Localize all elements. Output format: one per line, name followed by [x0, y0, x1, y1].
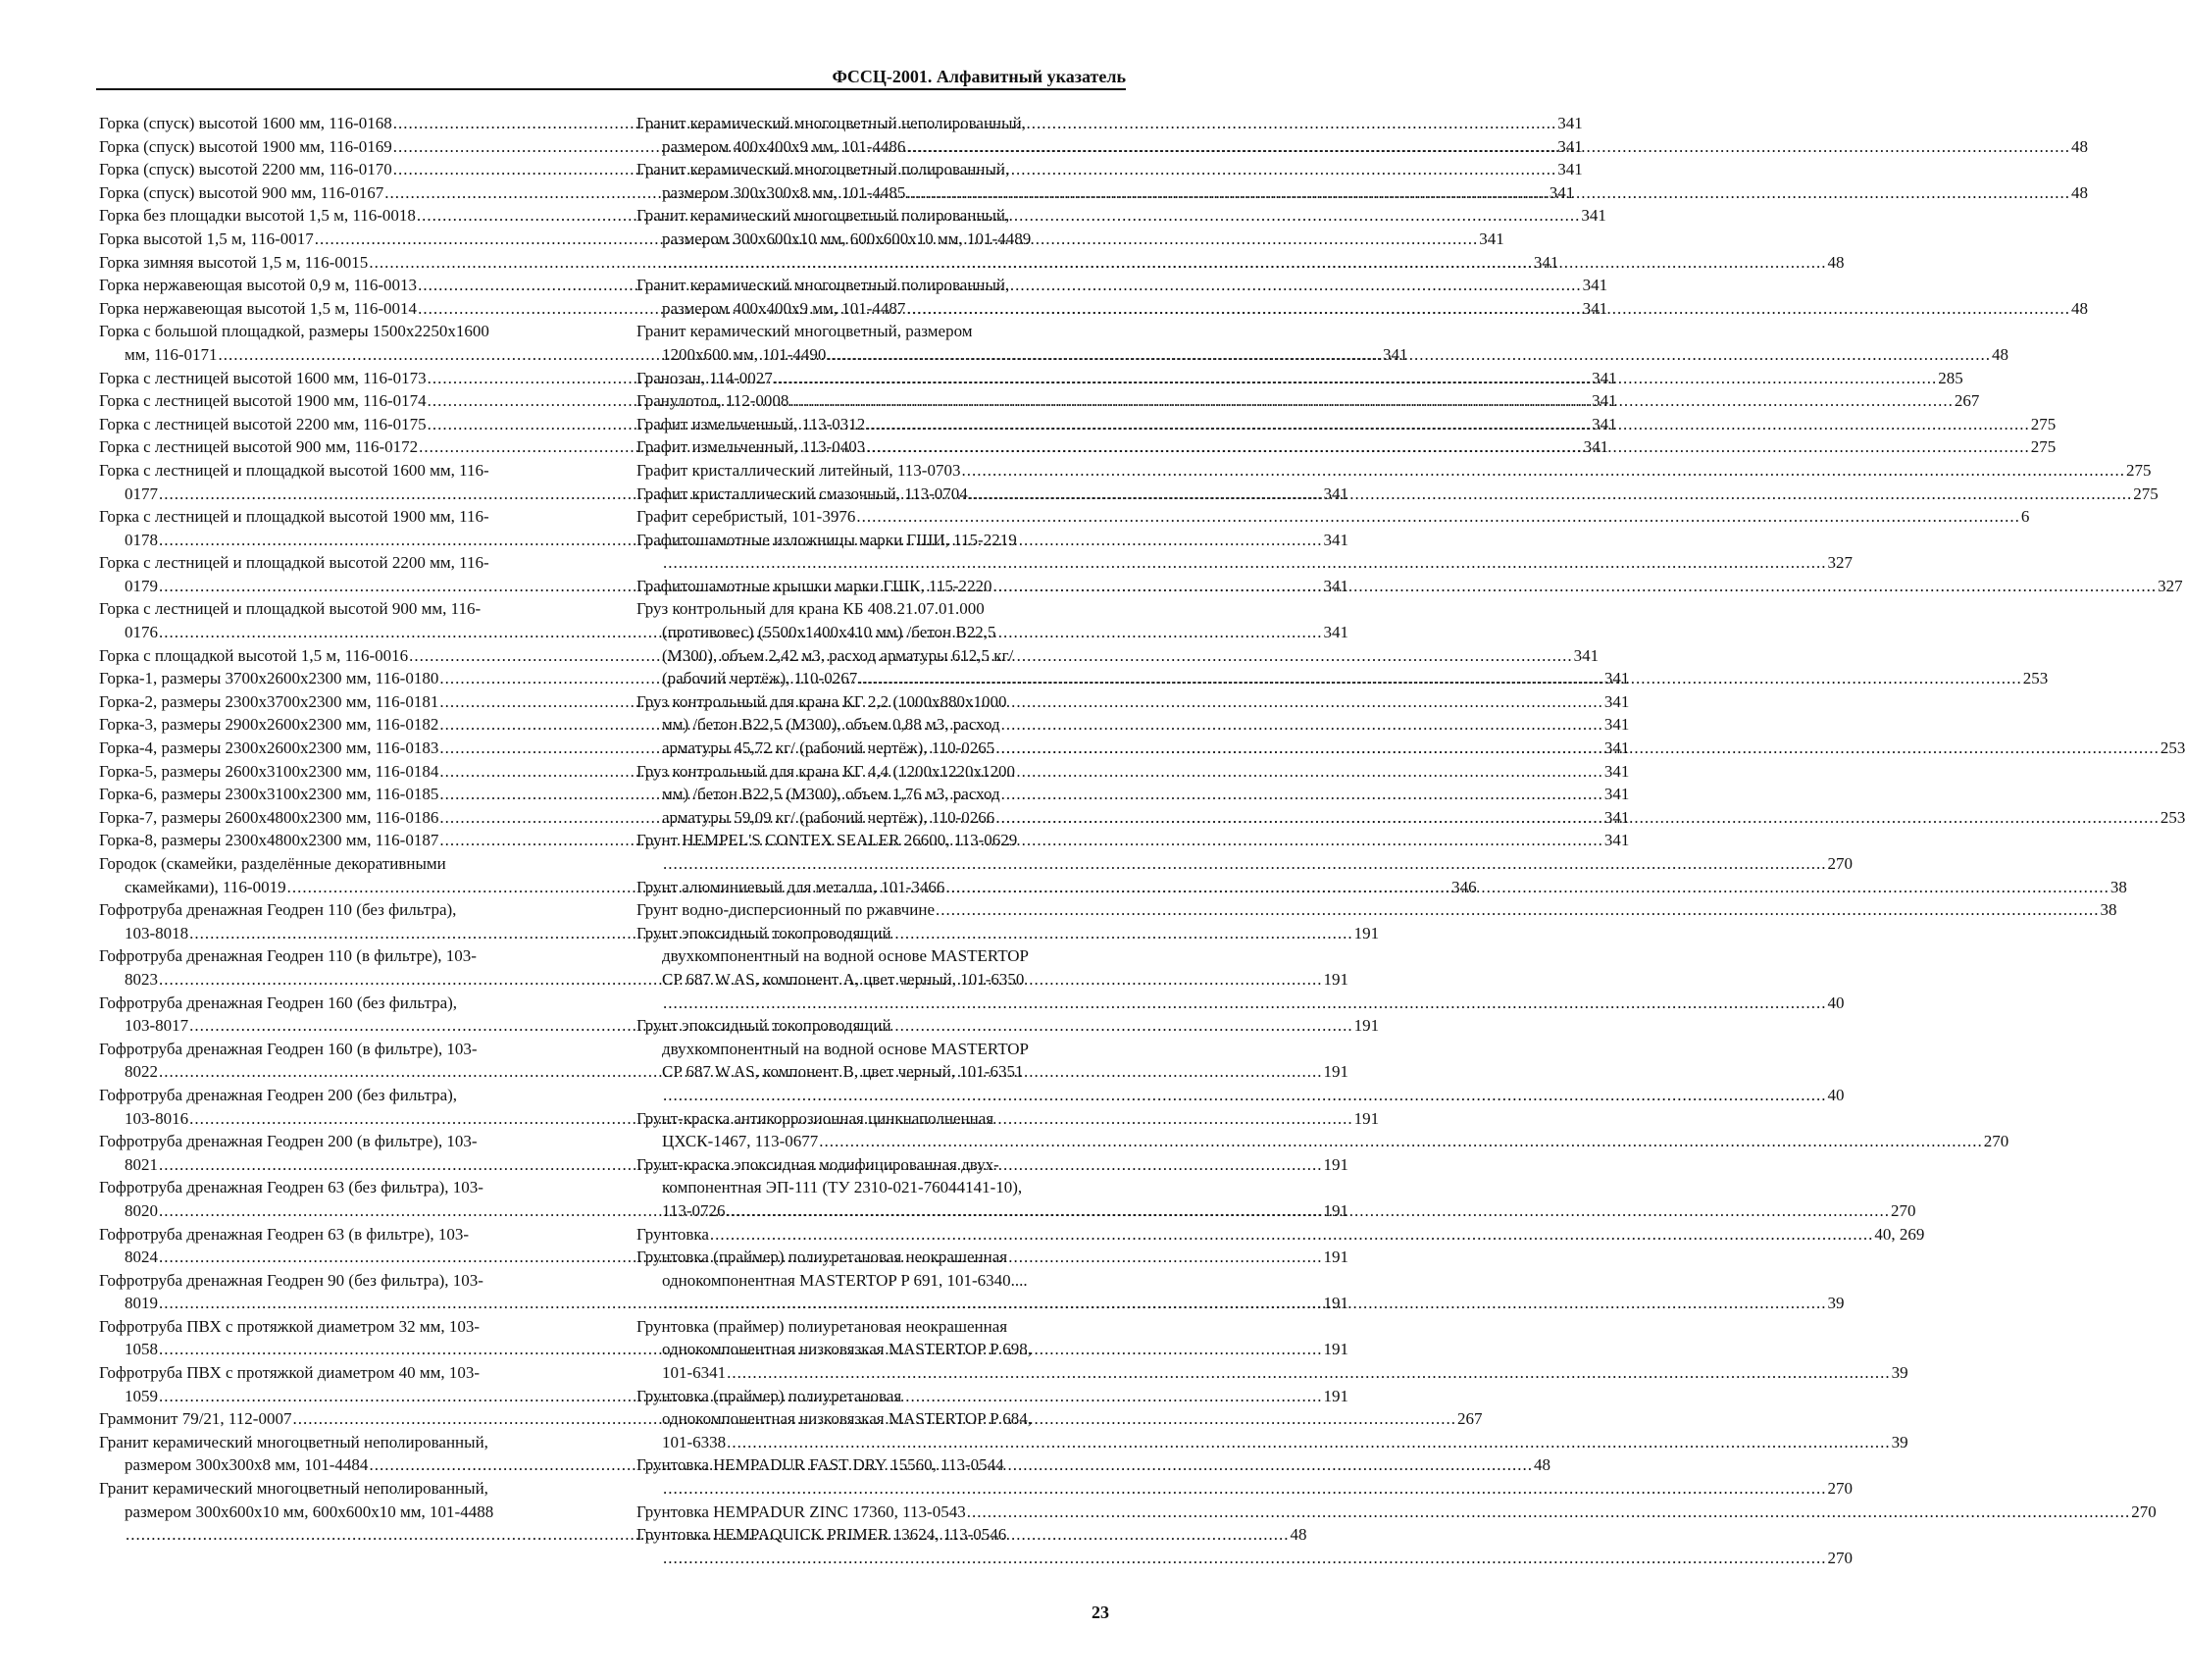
leader-dots: [774, 367, 1938, 390]
entry-page-ref: 39: [1891, 1432, 1908, 1451]
index-entry: [636, 898, 2117, 922]
entry-text: Горка-8, размеры 2300х4800х2300 мм, 116-0187: [99, 831, 439, 850]
leader-dots: [663, 1084, 1827, 1107]
index-entry: [636, 876, 2127, 899]
entry-text: 1059: [125, 1386, 158, 1405]
entry-page-ref: 48: [1827, 252, 1845, 272]
entry-text: Графит серебристый, 101-3976: [636, 507, 856, 527]
leader-dots: [866, 435, 2030, 459]
entry-text: Гофротруба ПВХ с протяжкой диаметром 32 мм, 103-: [99, 1316, 481, 1336]
entry-text: арматуры 59,09 кг/ (рабочий чертёж), 110-0266: [662, 807, 995, 827]
entry-page-ref: 341: [1383, 344, 1408, 364]
entry-page-ref: 341: [1323, 576, 1348, 595]
entry-text: размером 300х600х10 мм, 600х600х10 мм, 101-4488: [125, 1502, 494, 1521]
entry-page-ref: 341: [1603, 761, 1630, 781]
leader-dots: [906, 297, 2070, 321]
entry-text: Горка (спуск) высотой 1900 мм, 116-0169: [99, 136, 392, 156]
entry-text: Грунт алюминиевый для металла, 101-3466: [636, 877, 945, 896]
leader-dots: [906, 181, 2070, 205]
entry-page-ref: 341: [1603, 669, 1630, 688]
entry-text: Горка с лестницей высотой 900 мм, 116-0172: [99, 437, 419, 457]
page-header: [96, 59, 1126, 90]
entry-text: Графит кристаллический литейный, 113-0703: [636, 460, 961, 480]
entry-page-ref: 191: [1323, 1247, 1348, 1267]
leader-dots: [945, 876, 2109, 899]
entry-text: Горка (спуск) высотой 900 мм, 116-0167: [99, 182, 384, 202]
entry-page-ref: 327: [1827, 553, 1853, 573]
entry-page-ref: 191: [1323, 1386, 1348, 1405]
entry-page-ref: 48: [2070, 298, 2088, 318]
leader-dots: [710, 1223, 1874, 1247]
entry-text: Грунтовка (праймер) полиуретановая неокрашенная: [636, 1247, 1008, 1267]
entry-text: Грунтовка HEMPADUR ZINC 17360, 113-0543: [636, 1502, 966, 1521]
entry-text: Гофротруба дренажная Геодрен 160 (без фильтра),: [99, 993, 458, 1012]
entry-text: Горка (спуск) высотой 1600 мм, 116-0168: [99, 114, 392, 132]
leader-dots: [663, 992, 1827, 1015]
entry-page-ref: 48: [2070, 182, 2088, 202]
entry-page-ref: 39: [1827, 1294, 1845, 1313]
entry-text: ЦХСК-1467, 113-0677: [662, 1132, 819, 1151]
entry-text: размером 300х300х8 мм, 101-4485: [662, 182, 906, 202]
entry-text: (противовес) (5500х1400х410 мм) /бетон В22,5: [662, 623, 996, 642]
entry-text: Грунт-краска эпоксидная модифицированная двух-: [636, 1154, 999, 1174]
leader-dots: [663, 852, 1827, 876]
page-number: 23: [1092, 1603, 1109, 1622]
entry-text: Грунтовка HEMPAQUICK PRIMER 13624, 113-0546: [636, 1525, 1007, 1545]
entry-page-ref: 275: [2030, 414, 2057, 433]
entry-text: Горка с площадкой высотой 1,5 м, 116-0016: [99, 645, 409, 665]
leader-dots: [866, 413, 2030, 436]
entry-text: Горка-7, размеры 2600х4800х2300 мм, 116-0186: [99, 807, 439, 827]
entry-page-ref: 191: [1323, 1340, 1348, 1359]
entry-page-ref: 48: [1290, 1525, 1307, 1545]
entry-page-ref: 191: [1323, 1062, 1348, 1082]
entry-text: 8020: [125, 1200, 158, 1220]
entry-page-ref: 341: [1603, 715, 1630, 735]
entry-text: Горка-6, размеры 2300х3100х2300 мм, 116-0185: [99, 785, 439, 804]
entry-text: 103-8016: [125, 1108, 189, 1128]
entry-text: компонентная ЭП-111 (ТУ 2310-021-76044141-10),: [662, 1178, 1023, 1197]
entry-text: Гофротруба дренажная Геодрен 90 (без фильтра), 103-: [99, 1270, 483, 1290]
entry-text: 103-8018: [125, 923, 189, 942]
entry-page-ref: 48: [1533, 1455, 1550, 1475]
entry-text: Горка высотой 1,5 м, 116-0017: [99, 229, 314, 248]
entry-text: (М300), объем 2,42 м3, расход арматуры 612,5 кг/: [662, 645, 1014, 665]
entry-text: мм) /бетон В22,5 (М300), объем 1,76 м3, расход: [662, 785, 1000, 804]
entry-text: Горка с лестницей и площадкой высотой 900 мм, 116-: [99, 599, 482, 619]
entry-text: Грунтовка: [636, 1224, 709, 1244]
entry-text: Гранит керамический многоцветный полированный,: [636, 276, 1010, 295]
entry-text: Горка с лестницей и площадкой высотой 1600 мм, 116-: [99, 460, 489, 480]
entry-text: 113-0726: [662, 1200, 726, 1220]
entry-text: 0176: [125, 623, 158, 642]
entry-page-ref: 341: [1582, 298, 1608, 318]
entry-text: Гофротруба дренажная Геодрен 200 (в фильтре), 103-: [99, 1132, 478, 1151]
entry-text: мм) /бетон В22,5 (М300), объем 0,88 м3, расход: [662, 715, 1000, 735]
entry-text: Горка с лестницей и площадкой высотой 1900 мм, 116-: [99, 507, 489, 527]
entry-text: 1058: [125, 1340, 158, 1359]
entry-page-ref: 270: [1827, 1548, 1853, 1567]
entry-page-ref: 270: [1827, 854, 1853, 873]
leader-dots: [995, 806, 2160, 830]
entry-text: Горка зимняя высотой 1,5 м, 116-0015: [99, 252, 369, 272]
entry-page-ref: 341: [1323, 484, 1348, 503]
entry-page-ref: 191: [1353, 923, 1380, 942]
entry-text: размером 300х600х10 мм, 600х600х10 мм, 101-4489: [662, 229, 1032, 248]
entry-page-ref: 341: [1323, 623, 1348, 642]
entry-text: Горка (спуск) высотой 2200 мм, 116-0170: [99, 160, 392, 179]
leader-dots: [663, 1292, 1827, 1315]
entry-text: однокомпонентная низковязкая MASTERTOP P 698,: [662, 1340, 1033, 1359]
entry-page-ref: 270: [1983, 1132, 2009, 1151]
entry-page-ref: 253: [2160, 738, 2185, 758]
leader-dots: [663, 1547, 1827, 1570]
entry-text: Графитошамотные изложницы марки ГШИ, 115-2219: [636, 530, 1017, 549]
entry-text: Горка с лестницей высотой 1900 мм, 116-0174: [99, 391, 427, 411]
entry-text: двухкомпонентный на водной основе MASTERTOP: [662, 1039, 1029, 1058]
entry-text: 8023: [125, 969, 158, 989]
index-entry: [636, 1501, 2157, 1524]
leader-dots: [906, 135, 2070, 159]
entry-text: 0177: [125, 484, 158, 503]
entry-page-ref: 275: [2125, 460, 2152, 480]
index-entry: [636, 505, 2030, 529]
entry-page-ref: 341: [1533, 252, 1559, 272]
entry-page-ref: 40: [1827, 1085, 1845, 1104]
entry-page-ref: 341: [1557, 160, 1583, 179]
index-entry: [636, 1223, 1925, 1247]
entry-page-ref: 341: [1582, 276, 1608, 295]
entry-text: 8022: [125, 1062, 158, 1082]
index-entry: [99, 251, 1559, 275]
entry-text: Гранит керамический многоцветный полированный,: [636, 160, 1010, 179]
leader-dots: [856, 505, 2020, 529]
entry-page-ref: 48: [1991, 344, 2008, 364]
entry-page-ref: 270: [2131, 1502, 2157, 1521]
entry-text: Горка нержавеющая высотой 0,9 м, 116-0013: [99, 276, 418, 295]
entry-text: 103-8017: [125, 1016, 189, 1036]
entry-text: Гранулотол, 112-0008: [636, 391, 789, 411]
entry-text: Горка с лестницей высотой 1600 мм, 116-0173: [99, 368, 427, 387]
entry-text: Груз контрольный для крана КБ 408.21.07.01.000: [636, 599, 985, 619]
entry-text: Гофротруба дренажная Геодрен 63 (без фильтра), 103-: [99, 1178, 483, 1197]
entry-text: Горка без площадки высотой 1,5 м, 116-0018: [99, 206, 416, 226]
entry-page-ref: 270: [1891, 1200, 1916, 1220]
entry-text: Гранит керамический многоцветный неполированный,: [99, 1432, 488, 1451]
entry-page-ref: 327: [2158, 576, 2183, 595]
entry-text: Гранит керамический многоцветный полированный,: [636, 206, 1010, 226]
leader-dots: [858, 667, 2022, 690]
entry-text: Грунт водно-дисперсионный по ржавчине: [636, 900, 935, 920]
entry-text: размером 300х300х8 мм, 101-4484: [125, 1455, 369, 1475]
entry-text: 0178: [125, 530, 158, 549]
entry-text: Горка-3, размеры 2900х2600х2300 мм, 116-0182: [99, 715, 439, 735]
entry-text: Грунтовка (праймер) полиуретановая: [636, 1386, 902, 1405]
entry-text: Гофротруба дренажная Геодрен 200 (без фильтра),: [99, 1085, 458, 1104]
entry-text: двухкомпонентный на водной основе MASTERTOP: [662, 946, 1029, 966]
entry-text: однокомпонентная MASTERTOP P 691, 101-6340....: [662, 1270, 1028, 1290]
entry-page-ref: 341: [1581, 206, 1606, 226]
entry-text: 101-6341: [662, 1363, 727, 1383]
entry-text: 101-6338: [662, 1432, 727, 1451]
entry-page-ref: 253: [2022, 669, 2049, 688]
entry-page-ref: 341: [1592, 414, 1617, 433]
leader-dots: [827, 343, 1991, 367]
index-entry: [636, 459, 2152, 483]
entry-page-ref: 341: [1479, 229, 1504, 248]
leader-dots: [995, 737, 2160, 760]
entry-text: 8021: [125, 1154, 158, 1174]
entry-text: Графит измельченный, 113-0403: [636, 437, 866, 457]
entry-page-ref: 267: [1954, 391, 1980, 411]
entry-text: Грунтовка (праймер) полиуретановая неокрашенная: [636, 1316, 1008, 1336]
leader-dots: [663, 551, 1827, 575]
entry-text: 8019: [125, 1294, 158, 1313]
entry-page-ref: 341: [1603, 785, 1630, 804]
entry-text: Гранит керамический многоцветный неполированный,: [99, 1479, 488, 1499]
entry-text: 1200х600 мм, 101-4490: [662, 344, 827, 364]
entry-text: Грунт HEMPEL'S CONTEX SEALER 26600, 113-0629: [636, 831, 1018, 850]
entry-text: арматуры 45,72 кг/ (рабочий чертёж), 110-0265: [662, 738, 995, 758]
leader-dots: [727, 1361, 1891, 1385]
entry-page-ref: 341: [1592, 368, 1617, 387]
entry-text: Гофротруба ПВХ с протяжкой диаметром 40 мм, 103-: [99, 1363, 481, 1383]
entry-page-ref: 191: [1323, 969, 1348, 989]
entry-page-ref: 341: [1549, 182, 1575, 202]
entry-text: Грунтовка HEMPADUR FAST DRY 15560, 113-0544: [636, 1455, 1004, 1475]
leader-dots: [663, 1477, 1827, 1501]
entry-text: размером 400х400х9 мм, 101-4486: [662, 136, 906, 156]
entry-page-ref: 191: [1353, 1108, 1380, 1128]
entry-text: Гофротруба дренажная Геодрен 110 (в фильтре), 103-: [99, 946, 477, 966]
entry-page-ref: 40: [1827, 993, 1845, 1012]
entry-text: Горка-5, размеры 2600х3100х2300 мм, 116-0184: [99, 761, 439, 781]
entry-page-ref: 341: [1603, 738, 1630, 758]
leader-dots: [727, 1199, 1891, 1223]
running-title: ФССЦ-2001. Алфавитный указатель: [832, 67, 1126, 86]
entry-page-ref: 341: [1557, 136, 1583, 156]
entry-text: Гранит керамический многоцветный неполированный,: [636, 114, 1026, 132]
entry-page-ref: 191: [1323, 1154, 1348, 1174]
entry-page-ref: 341: [1592, 391, 1617, 411]
entry-text: 8024: [125, 1247, 158, 1267]
entry-page-ref: 341: [1323, 530, 1348, 549]
entry-text: Груз контрольный для крана КГ 4,4 (1200х1220х1200: [636, 761, 1015, 781]
leader-dots: [819, 1130, 1983, 1153]
entry-text: 0179: [125, 576, 158, 595]
entry-text: Грунт эпоксидный токопроводящий: [636, 1016, 891, 1036]
entry-text: Горка-1, размеры 3700х2600х2300 мм, 116-0180: [99, 669, 439, 688]
entry-text: Горка-2, размеры 2300х3700х2300 мм, 116-0181: [99, 691, 439, 711]
entry-page-ref: 341: [1573, 645, 1600, 665]
leader-dots: [993, 575, 2158, 598]
entry-page-ref: 346: [1451, 877, 1477, 896]
entry-text: однокомпонентная низковязкая MASTERTOP P 684,: [662, 1409, 1033, 1429]
entry-page-ref: 48: [2070, 136, 2088, 156]
entry-text: Городок (скамейки, разделённые декоративными: [99, 854, 446, 873]
entry-text: Грунт-краска антикоррозионная цинкнаполненная: [636, 1108, 994, 1128]
entry-page-ref: 275: [2030, 437, 2057, 457]
entry-text: CP 687 W AS, компонент В, цвет черный, 101-6351: [662, 1062, 1024, 1082]
entry-page-ref: 38: [2100, 900, 2117, 920]
entry-text: Гофротруба дренажная Геодрен 110 (без фильтра),: [99, 900, 457, 920]
leader-dots: [961, 459, 2125, 483]
entry-text: Грунт эпоксидный токопроводящий: [636, 923, 891, 942]
entry-page-ref: 341: [1603, 807, 1630, 827]
entry-text: скамейками), 116-0019: [125, 877, 286, 896]
entry-text: размером 400х400х9 мм, 101-4487: [662, 298, 906, 318]
leader-dots: [936, 898, 2100, 922]
leader-dots: [969, 483, 2133, 506]
entry-page-ref: 341: [1583, 437, 1609, 457]
leader-dots: [663, 251, 1827, 275]
entry-text: Груз контрольный для крана КГ 2,2 (1000х880х1000: [636, 691, 1007, 711]
leader-dots: [967, 1501, 2131, 1524]
entry-text: Граммонит 79/21, 112-0007: [99, 1409, 292, 1429]
entry-text: Горка с лестницей высотой 2200 мм, 116-0175: [99, 414, 427, 433]
entry-text: Графит кристаллический смазочный, 113-0704: [636, 484, 968, 503]
entry-page-ref: 38: [2109, 877, 2127, 896]
entry-page-ref: 39: [1891, 1363, 1908, 1383]
entry-text: Горка нержавеющая высотой 1,5 м, 116-0014: [99, 298, 418, 318]
entry-text: Графит измельченный, 113-0312: [636, 414, 866, 433]
entry-page-ref: 253: [2160, 807, 2185, 827]
entry-page-ref: 270: [1827, 1479, 1853, 1499]
entry-text: CP 687 W AS, компонент А, цвет черный, 101-6350: [662, 969, 1025, 989]
entry-text: мм, 116-0171: [125, 344, 218, 364]
leader-dots: [789, 389, 1954, 413]
entry-page-ref: 341: [1603, 831, 1630, 850]
entry-text: Горка с лестницей и площадкой высотой 2200 мм, 116-: [99, 553, 489, 573]
entry-text: (рабочий чертёж), 110-0267: [662, 669, 858, 688]
entry-page-ref: 191: [1353, 1016, 1380, 1036]
entry-text: Гофротруба дренажная Геодрен 160 (в фильтре), 103-: [99, 1039, 478, 1058]
entry-text: Гранит керамический многоцветный, размером: [636, 322, 973, 341]
entry-text: Графитошамотные крышки марки ГШК, 115-2220: [636, 576, 992, 595]
entry-page-ref: 341: [1557, 114, 1583, 132]
entry-page-ref: 191: [1323, 1200, 1348, 1220]
entry-page-ref: 275: [2133, 484, 2159, 503]
entry-page-ref: 267: [1456, 1409, 1483, 1429]
entry-text: Горка с большой площадкой, размеры 1500х2250х1600: [99, 322, 489, 341]
entry-page-ref: 191: [1323, 1294, 1348, 1313]
entry-page-ref: 341: [1603, 691, 1630, 711]
entry-text: Гофротруба дренажная Геодрен 63 (в фильтре), 103-: [99, 1224, 470, 1244]
entry-page-ref: 6: [2020, 507, 2030, 527]
leader-dots: [727, 1431, 1891, 1454]
entry-page-ref: 285: [1938, 368, 1963, 387]
entry-text: Гранозан, 114-0027: [636, 368, 773, 387]
entry-page-ref: 40, 269: [1874, 1224, 1925, 1244]
entry-text: Горка-4, размеры 2300х2600х2300 мм, 116-0183: [99, 738, 439, 758]
